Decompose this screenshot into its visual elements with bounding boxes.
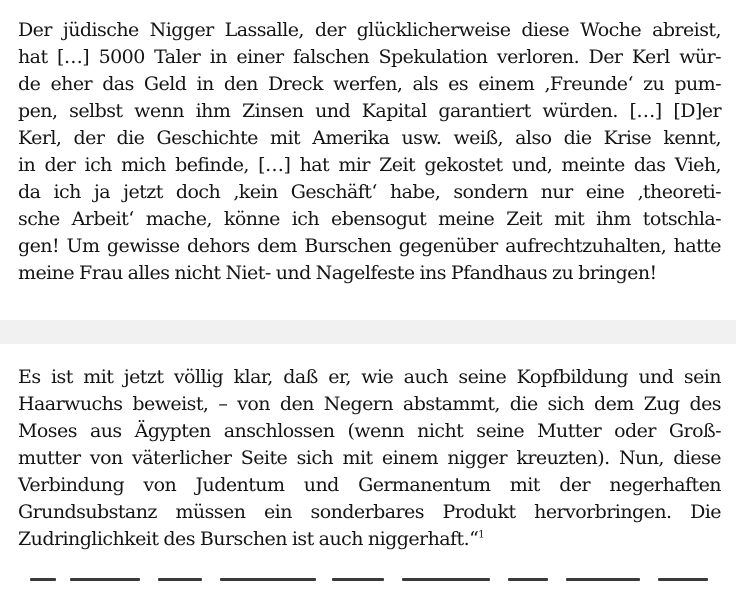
text-line: da ich ja jetzt doch ‚kein Geschäft‘ habe, sondern nur eine ‚theoreti-	[18, 181, 721, 203]
text-line: Moses aus Ägypten anschlossen (wenn nicht seine Mutter oder Groß-	[18, 420, 721, 442]
text-line: meine Frau alles nicht Niet- und Nagelfeste ins Pfandhaus zu bringen!	[18, 262, 657, 284]
text-line: hat […] 5000 Taler in einer falschen Spekulation verloren. Der Kerl wür-	[18, 46, 721, 68]
text-line: Kerl, der die Geschichte mit Amerika usw. weiß, also die Krise kennt,	[18, 127, 721, 149]
text-line: Grundsubstanz müssen ein sonderbares Produkt hervorbringen. Die	[18, 501, 721, 523]
text-line: Verbindung von Judentum und Germanentum mit der negerhaften	[18, 474, 721, 496]
cut-off-next-line	[30, 576, 720, 582]
text-line: gen! Um gewisse dehors dem Burschen gegenüber aufrechtzuhalten, hatte	[18, 235, 721, 257]
text-line: Der jüdische Nigger Lassalle, der glücklicherweise diese Woche abreist,	[18, 19, 721, 41]
text-line: pen, selbst wenn ihm Zinsen und Kapital garantiert würden. […] [D]er	[18, 100, 721, 122]
text-line-final	[18, 528, 484, 551]
text-block-lower	[0, 344, 736, 589]
text-line: Haarwuchs beweist, – von den Negern abstammt, die sich dem Zug des	[18, 393, 721, 415]
footnote-marker: 1	[478, 529, 485, 541]
text-line: Es ist mit jetzt völlig klar, daß er, wie auch seine Kopfbildung und sein	[18, 366, 721, 388]
text-line: de eher das Geld in den Dreck werfen, als es einem ‚Freunde‘ zu pum-	[18, 73, 721, 95]
text-line: in der ich mich befinde, […] hat mir Zeit gekostet und, meinte das Vieh,	[18, 154, 721, 176]
text-line: sche Arbeit‘ mache, könne ich ebensogut meine Zeit mit ihm totschla-	[18, 208, 721, 230]
final-line-text: Zudringlichkeit des Burschen ist auch niggerhaft.“	[18, 528, 479, 550]
text-line: mutter von väterlicher Seite sich mit einem nigger kreuzten). Nun, diese	[18, 447, 721, 469]
